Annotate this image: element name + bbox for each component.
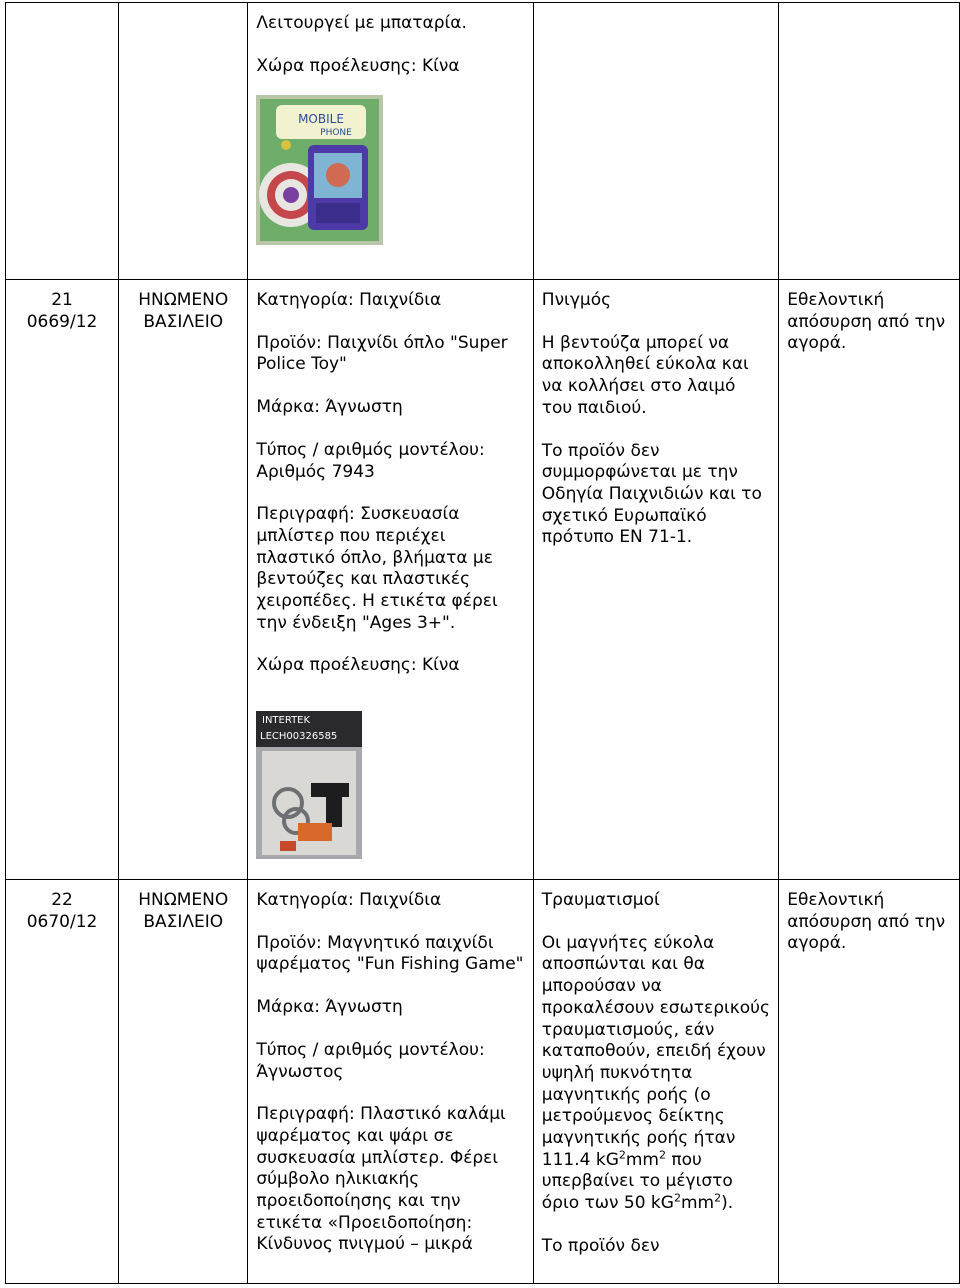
cell-number	[6, 280, 119, 880]
description-text: Περιγραφή: Συσκευασία μπλίστερ που περιέχει πλαστικό όπλο, βλήματα με βεντούζες και πλαστικές χειροπέδες. Η ετικέτα φέρει την ένδειξη "Ages 3+".	[256, 504, 498, 633]
table-row	[6, 3, 960, 280]
brand-text: Μάρκα: Άγνωστη	[256, 997, 403, 1018]
cell-measures	[779, 280, 960, 880]
risk-compliance: Το προϊόν δεν συμμορφώνεται με την Οδηγία Παιχνιδιών και το σχετικό Ευρωπαϊκό πρότυπο ΕΝ 71-1.	[541, 440, 762, 548]
product-text: Προϊόν: Μαγνητικό παιχνίδι ψαρέματος "Fun Fishing Game"	[256, 932, 524, 975]
category-text: Κατηγορία: Παιχνίδια	[256, 290, 442, 310]
cell-country	[119, 3, 248, 280]
entry-number: 21	[51, 290, 73, 310]
cell-risk	[533, 3, 778, 280]
risk-type: Πνιγμός	[541, 290, 612, 310]
phone-label-1: MOBILE	[298, 112, 345, 127]
entry-code: 0669/12	[26, 311, 98, 332]
image-label-top: INTERTEK	[262, 715, 311, 727]
origin-text: Χώρα προέλευσης: Κίνα	[256, 55, 460, 76]
model-text: Τύπος / αριθμός μοντέλου: Άγνωστος	[256, 1039, 485, 1082]
measures-text: Εθελοντική απόσυρση από την αγορά.	[787, 290, 946, 354]
model-text: Τύπος / αριθμός μοντέλου: Αριθμός 7943	[256, 439, 485, 482]
measures-text: Εθελοντική απόσυρση από την αγορά.	[787, 890, 946, 954]
image-label-code: LECH00326585	[260, 731, 338, 743]
toy-gun-image	[256, 711, 362, 859]
entry-number: 22	[51, 890, 73, 910]
cell-number	[6, 880, 119, 1284]
country-name: ΗΝΩΜΕΝΟ ΒΑΣΙΛΕΙΟ	[138, 890, 229, 932]
cell-product	[248, 880, 533, 1284]
country-name: ΗΝΩΜΕΝΟ ΒΑΣΙΛΕΙΟ	[138, 290, 229, 332]
cell-country	[119, 880, 248, 1284]
cell-risk	[533, 880, 778, 1284]
risk-description: Η βεντούζα μπορεί να αποκολληθεί εύκολα και να κολλήσει στο λαιμό του παιδιού.	[541, 332, 749, 418]
cell-risk	[533, 280, 778, 880]
risk-compliance: Το προϊόν δεν	[541, 1235, 660, 1256]
table-row	[6, 880, 960, 1284]
table-row	[6, 280, 960, 880]
cell-number	[6, 3, 119, 280]
description-text: Περιγραφή: Πλαστικό καλάμι ψαρέματος και ψάρι σε συσκευασία μπλίστερ. Φέρει σύμβολο ηλικιακής προειδοποίησης και την ετικέτα «Προειδοποίηση: Κίνδυνος πνιγμού – μικρά	[256, 1104, 506, 1255]
brand-text: Μάρκα: Άγνωστη	[256, 397, 403, 418]
phone-label-2: PHONE	[320, 128, 353, 139]
product-text: Προϊόν: Παιχνίδι όπλο "Super Police Toy"	[256, 332, 508, 375]
cell-country	[119, 280, 248, 880]
cell-product	[248, 3, 533, 280]
origin-text: Χώρα προέλευσης: Κίνα	[256, 655, 460, 676]
entry-code: 0670/12	[26, 911, 98, 932]
risk-type: Τραυματισμοί	[541, 890, 660, 910]
cell-measures	[779, 880, 960, 1284]
cell-product	[248, 280, 533, 880]
product-table	[5, 2, 960, 1284]
cell-measures	[779, 3, 960, 280]
battery-text: Λειτουργεί με μπαταρία.	[256, 13, 467, 33]
risk-description: Οι μαγνήτες εύκολα αποσπώνται και θα μπορούσαν να προκαλέσουν εσωτερικούς τραυματισμούς, εάν καταποθούν, επειδή έχουν υψηλή πυκνότητα μαγνητικής ροής (ο μετρούμενος δείκτης μαγνητικής ροής ήταν 111.4 $kG^2mm^2$ που υπερβαίνει το μέγιστο όριο των 50 $kG^2mm^2$).	[541, 932, 770, 1214]
category-text: Κατηγορία: Παιχνίδια	[256, 890, 442, 910]
mobile-phone-toy-image	[256, 95, 383, 245]
